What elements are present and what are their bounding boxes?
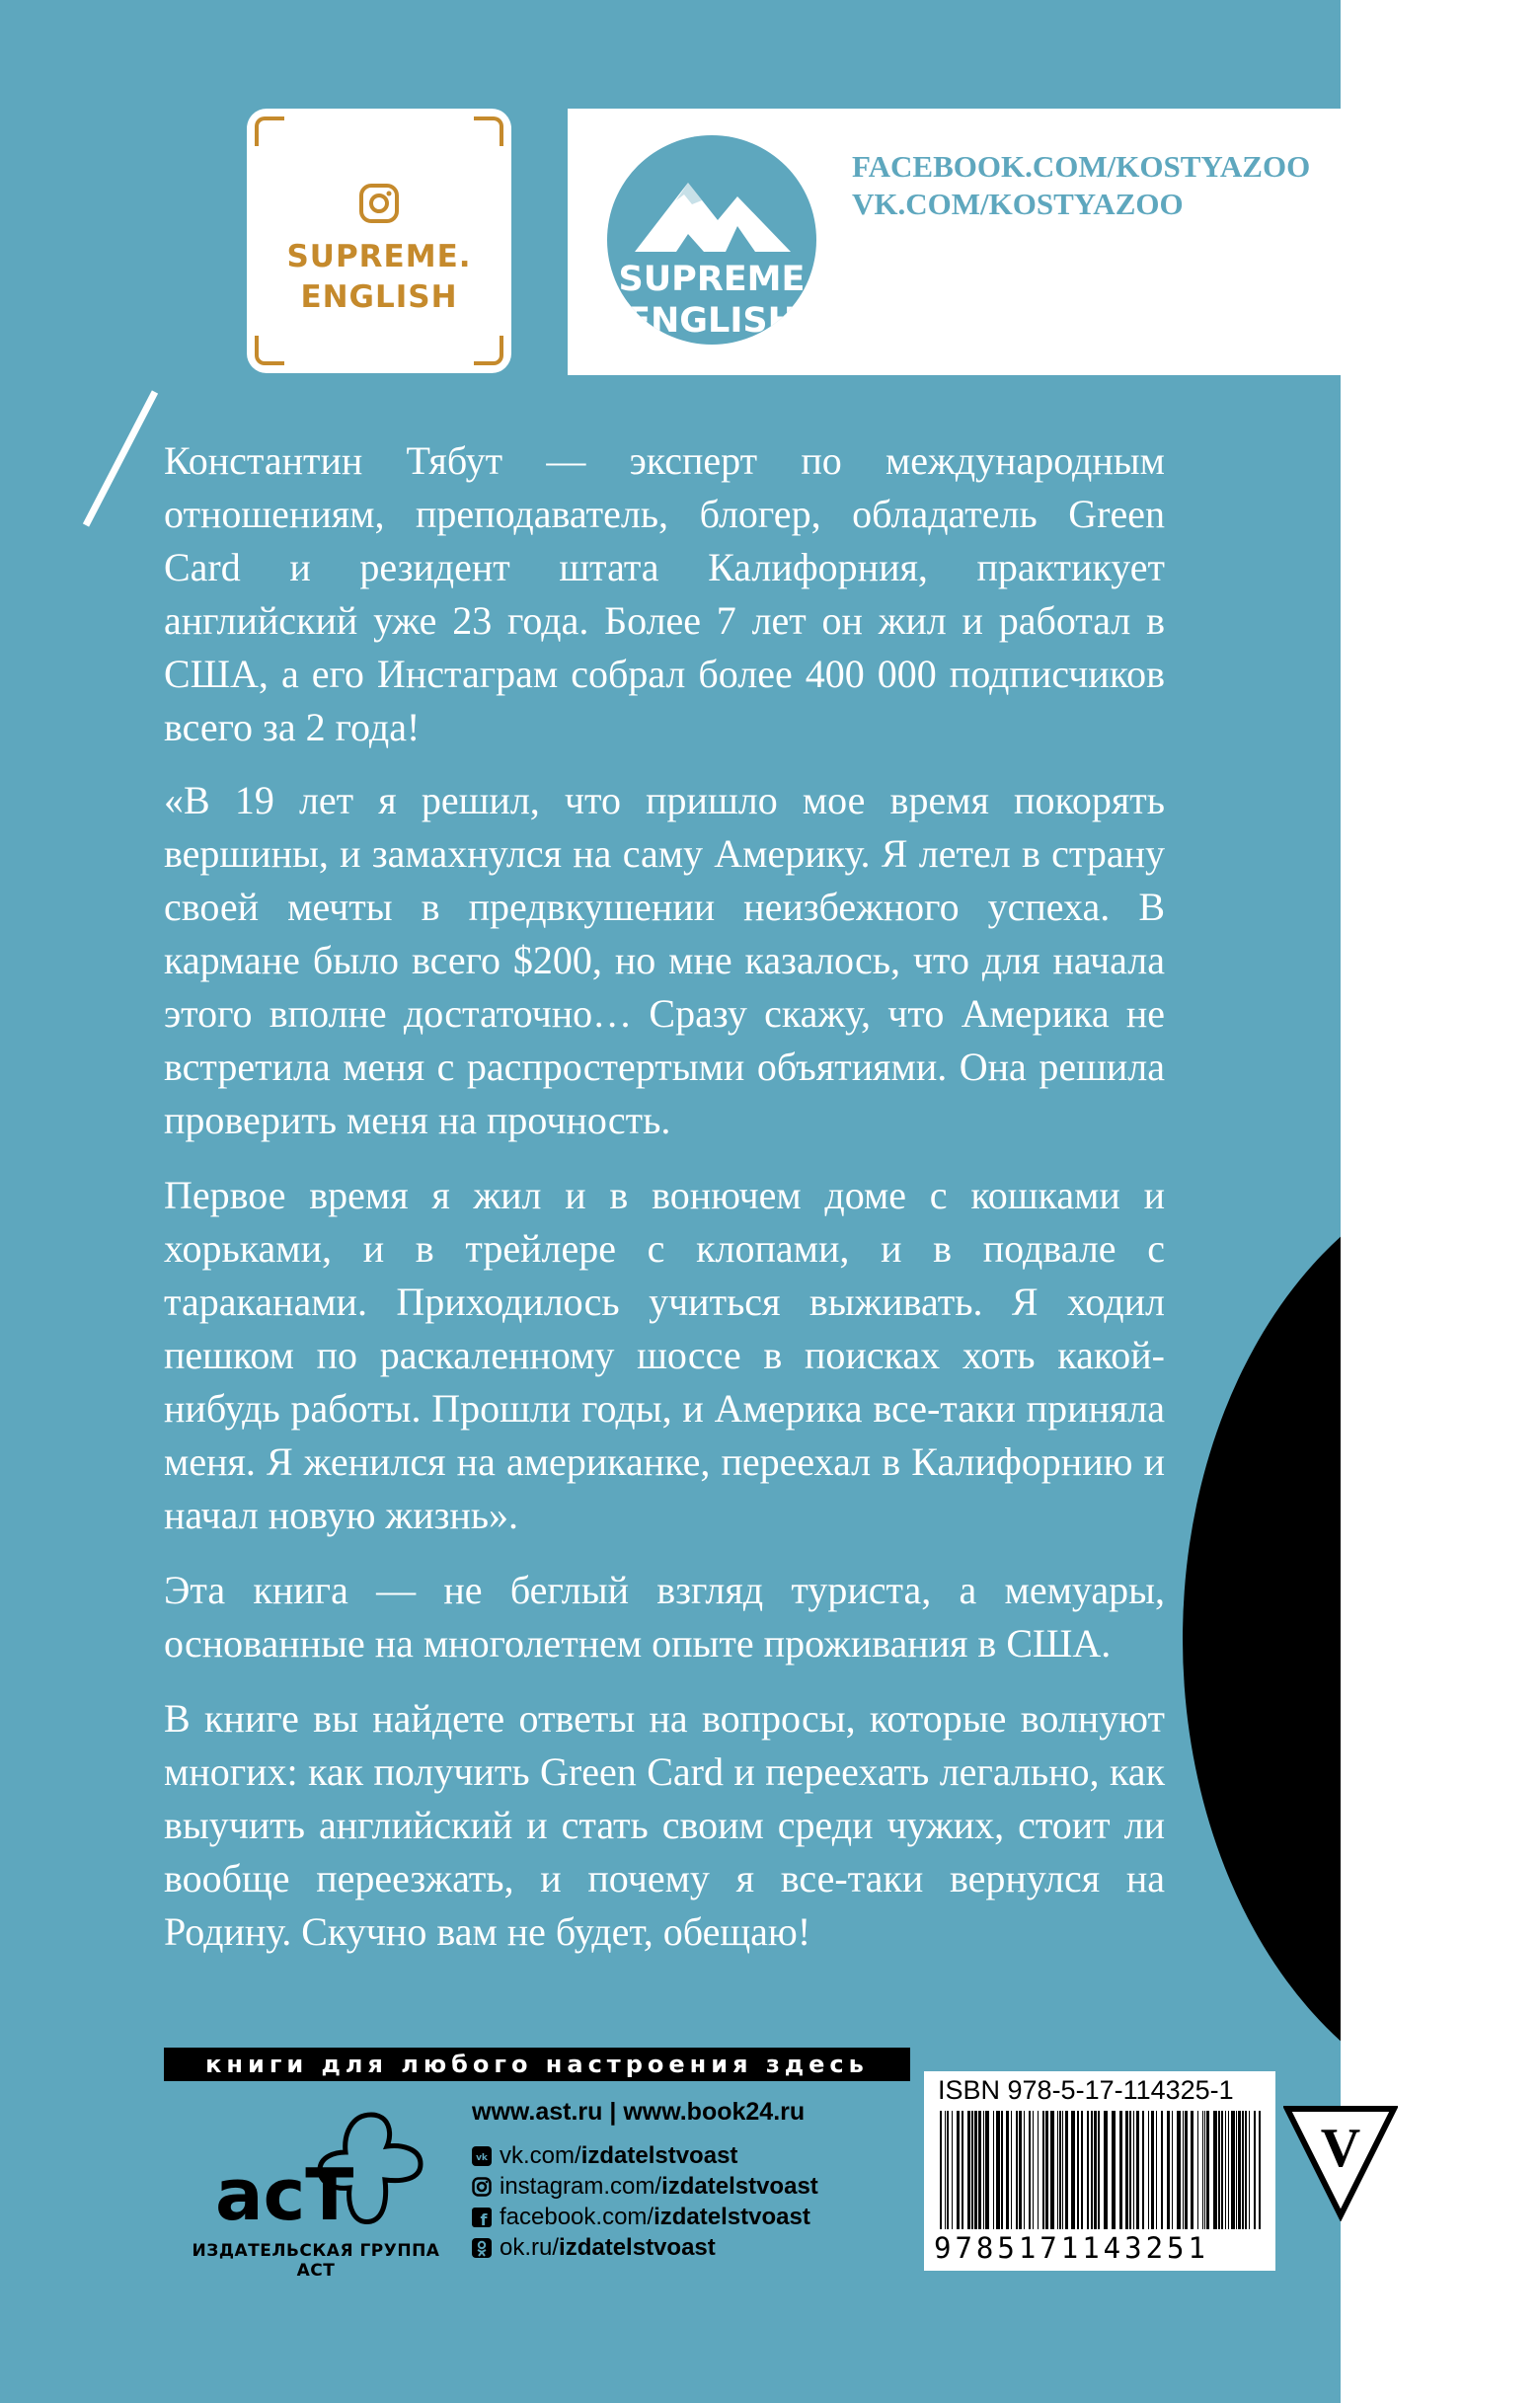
barcode-bar [1091,2111,1093,2229]
age-rating-letter: V [1320,2118,1361,2179]
barcode-bar [1045,2111,1048,2229]
barcode-bar [1142,2111,1144,2229]
description-text [164,434,1165,1980]
barcode-bar [1062,2111,1063,2229]
barcode-bar [978,2111,981,2229]
barcode-bar [962,2111,963,2229]
ast-logo-text: acT [215,2153,354,2236]
barcode-bar [1218,2111,1220,2229]
barcode-bar [1221,2111,1223,2229]
barcode-bar [967,2111,970,2229]
logo-line2: ENGLISH [627,301,797,341]
svg-text:vk: vk [476,2152,488,2163]
barcode-bar [1133,2111,1134,2229]
barcode-bar [1077,2111,1079,2229]
publisher-link-vk[interactable] [472,2140,818,2171]
barcode-bar [1245,2111,1247,2229]
barcode-bar [974,2111,977,2229]
barcode-bar [971,2111,973,2229]
publisher-sites[interactable]: www.ast.ru | www.book24.ru [472,2098,806,2126]
barcode-bar [1001,2111,1003,2229]
header-panel [568,109,1341,375]
isbn-block [924,2071,1275,2271]
barcode-bar [1213,2111,1217,2229]
barcode-bar [1050,2111,1054,2229]
barcode-bar [1071,2111,1075,2229]
barcode-bar [1225,2111,1226,2229]
publisher-caption: ИЗДАТЕЛЬСКАЯ ГРУППА АСТ [192,2241,440,2281]
barcode-bar [996,2111,1000,2229]
supreme-english-logo [607,135,816,345]
barcode-bar [985,2111,989,2229]
barcode-bar [1228,2111,1229,2229]
barcode-bar [983,2111,984,2229]
badge-corner [474,116,503,146]
barcode-bar [1029,2111,1031,2229]
publisher-ribbon: книги для любого настроения здесь [164,2048,910,2081]
barcode-bar [1024,2111,1025,2229]
slash-mark [61,387,180,535]
barcode-bar [1119,2111,1122,2229]
barcode-bar [1038,2111,1039,2229]
ast-logo [197,2093,444,2241]
instagram-handle [247,237,511,318]
link-prefix: ok.ru/ [500,2233,560,2261]
link-prefix: vk.com/ [500,2141,581,2169]
barcode-digits: 9785171143251 [934,2231,1209,2265]
barcode-bar [1249,2111,1250,2229]
instagram-badge [247,109,511,373]
barcode-bar [1094,2111,1097,2229]
isbn-number: ISBN 978-5-17-114325-1 [938,2075,1234,2105]
barcode-bar [1259,2111,1261,2229]
publisher-link-facebook[interactable] [472,2202,818,2232]
svg-text:f: f [480,2209,488,2227]
badge-corner [255,336,284,365]
publisher-links [472,2098,818,2263]
barcode-bar [1167,2111,1170,2229]
barcode-bar [1156,2111,1157,2229]
paragraph: Эта книга — не беглый взгляд туриста, а мемуары, основанные на многолетнем опыте проживания в США. [164,1568,1165,1666]
instagram-icon [472,2177,492,2197]
link-handle: izdatelstvoast [580,2141,738,2169]
barcode-bar [1011,2111,1012,2229]
facebook-link[interactable]: FACEBOOK.COM/KOSTYAZOO [852,149,1311,184]
ok-icon [472,2238,492,2258]
barcode-bar [1172,2111,1173,2229]
barcode-bar [1087,2111,1089,2229]
barcode-bar [1006,2111,1009,2229]
barcode-bar [1177,2111,1181,2229]
link-handle: izdatelstvoast [559,2233,716,2261]
author-social-links [852,148,1310,223]
publisher-link-ok[interactable] [472,2232,818,2263]
barcode-bar [1136,2111,1139,2229]
barcode-bar [1081,2111,1083,2229]
paragraph: Первое время я жил и в вонючем доме с кошками и хорьками, и в трейлере с клопами, и в подвале с тараканами. Приходилось учиться выживать. Я ходил пешком по раскаленному шоссе в поисках хоть какой-нибудь работы. Прошли годы, и Америка все-таки приняла меня. Я женился на американке, переехал в Калифорнию и начал новую жизнь». [164,1173,1165,1537]
age-rating-mark [1283,2105,1398,2221]
logo-wordmark [607,259,816,342]
badge-corner [474,336,503,365]
barcode-bar [1151,2111,1154,2229]
decorative-black-circle [1183,1155,1341,2123]
paragraph: «В 19 лет я решил, что пришло мое время покорять вершины, и замахнулся на саму Америку. Я летел в страну своей мечты в предвкушении неизбежного успеха. В кармане было всего $200, но мне казалось, что для начала этого вполне достаточно… Сразу скажу, что Америка не встретила меня с распростертыми объятиями. Она решила проверить меня на прочность. [164,778,1165,1142]
barcode-bar [1206,2111,1209,2229]
barcode-bar [945,2111,946,2229]
barcode-bar [1112,2111,1116,2229]
instagram-handle-line1: SUPREME. [286,239,472,274]
barcode-bar [1185,2111,1188,2229]
publisher-link-instagram[interactable] [472,2171,818,2202]
barcode-bar [1183,2111,1184,2229]
link-handle: izdatelstvoast [661,2172,818,2200]
barcode-bar [1042,2111,1044,2229]
barcode-bar [1236,2111,1237,2229]
barcode [938,2111,1264,2229]
badge-corner [255,116,284,146]
barcode-bar [1254,2111,1256,2229]
barcode-bar [1242,2111,1244,2229]
barcode-bar [1125,2111,1128,2229]
instagram-handle-line2: ENGLISH [300,279,458,315]
barcode-bar [1231,2111,1235,2229]
barcode-bar [1065,2111,1068,2229]
link-prefix: instagram.com/ [500,2172,662,2200]
instagram-icon [358,183,400,224]
barcode-bar [1033,2111,1034,2229]
barcode-bar [1057,2111,1058,2229]
barcode-bar [993,2111,994,2229]
paragraph: В книге вы найдете ответы на вопросы, которые волнуют многих: как получить Green Card и переехать легально, как выучить английский и стать своим среди чужих, стоит ли вообще переезжать, и почему я все-таки вернулся на Родину. Скучно вам не будет, обещаю! [164,1696,1165,1954]
barcode-bar [1059,2111,1061,2229]
barcode-bar [952,2111,953,2229]
barcode-bar [1197,2111,1198,2229]
vk-link[interactable]: VK.COM/KOSTYAZOO [852,187,1184,221]
barcode-bar [1238,2111,1241,2229]
barcode-bar [947,2111,949,2229]
barcode-bar [1148,2111,1149,2229]
barcode-bar [1016,2111,1018,2229]
barcode-bar [1191,2111,1194,2229]
barcode-bar [1161,2111,1163,2229]
link-handle: izdatelstvoast [654,2203,810,2230]
barcode-bar [1098,2111,1100,2229]
vk-icon [472,2146,492,2166]
barcode-bar [1202,2111,1203,2229]
link-prefix: facebook.com/ [500,2203,654,2230]
barcode-bar [1204,2111,1205,2229]
spine-margin [1341,0,1540,2403]
barcode-bar [940,2111,942,2229]
facebook-icon [472,2208,492,2227]
paragraph: Константин Тябут — эксперт по международным отношениям, преподаватель, блогер, обладатель Green Card и резидент штата Калифорния, практикует английский уже 23 года. Более 7 лет он жил и работал в США, а его Инстаграм собрал более 400 000 подписчиков всего за 2 года! [164,438,1165,749]
logo-line1: SUPREME [618,260,806,299]
barcode-bar [1019,2111,1022,2229]
barcode-bar [1104,2111,1108,2229]
barcode-bar [1129,2111,1131,2229]
barcode-bar [957,2111,960,2229]
